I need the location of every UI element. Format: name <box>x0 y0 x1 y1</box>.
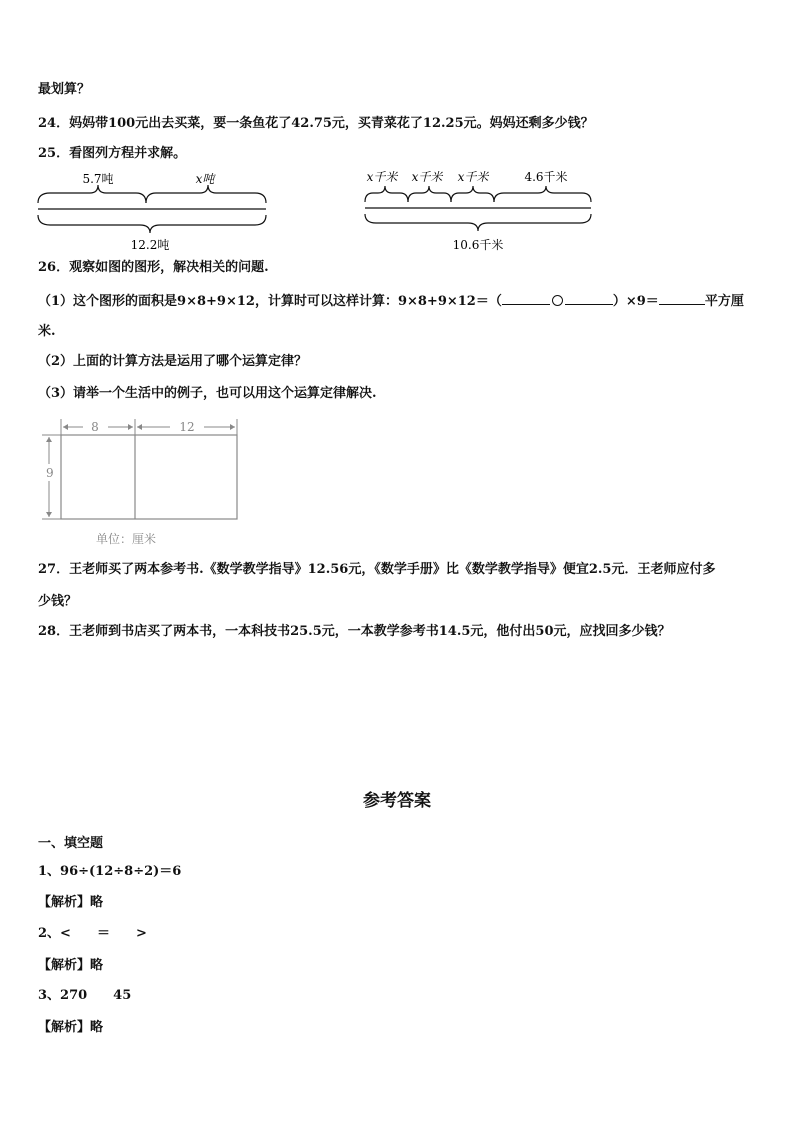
width-label-12: 12 <box>179 420 195 434</box>
answer-2: 2、< ＝ > <box>38 926 147 941</box>
right-total-label: 10.6千米 <box>452 238 504 252</box>
right-seg4-label: 4.6千米 <box>524 170 568 184</box>
answer-1-note: 【解析】略 <box>38 895 104 910</box>
left-brace-bottom <box>38 215 266 233</box>
answer-blank-3[interactable] <box>659 292 705 305</box>
question-26-part3: （3）请举一个生活中的例子，也可以用这个运算定律解决. <box>38 386 377 401</box>
question-28: 28．王老师到书店买了两本书，一本科技书25.5元，一本教学参考书14.5元，他付出50元，应找回多少钱？ <box>38 624 671 639</box>
answer-2-note: 【解析】略 <box>38 958 104 973</box>
answers-section-heading: 一、填空题 <box>38 836 104 851</box>
left-seg2-label: x吨 <box>195 172 215 186</box>
right-brace-bottom <box>365 214 591 231</box>
right-brace-top-4 <box>494 186 591 202</box>
left-seg1-label: 5.7吨 <box>82 172 114 186</box>
right-seg1-label: x千米 <box>366 170 398 184</box>
question-25: 25．看图列方程并求解。 <box>38 146 187 161</box>
q26-p1-prefix: （1）这个图形的面积是9×8+9×12，计算时可以这样计算：9×8+9×12＝（ <box>38 294 502 309</box>
left-brace-diagram <box>30 165 280 255</box>
right-brace-diagram <box>356 162 606 254</box>
right-seg2-label: x千米 <box>411 170 443 184</box>
right-brace-top-3 <box>451 186 494 202</box>
rectangle-figure <box>38 414 248 548</box>
answer-3-note: 【解析】略 <box>38 1020 104 1035</box>
answer-1: 1、96÷(12÷8÷2)＝6 <box>38 864 182 879</box>
height-label-9: 9 <box>46 466 54 480</box>
question-24: 24．妈妈带100元出去买菜，要一条鱼花了42.75元，买青菜花了12.25元。妈妈还剩多少钱？ <box>38 116 594 131</box>
question-26-part1 <box>38 292 744 310</box>
right-brace-top-1 <box>365 186 408 202</box>
left-brace-top-1 <box>38 185 146 203</box>
unit-label: 单位：厘米 <box>96 532 157 546</box>
operator-circle[interactable] <box>552 295 563 306</box>
answer-blank-2[interactable] <box>565 292 613 305</box>
left-total-label: 12.2吨 <box>130 238 170 252</box>
answer-3: 3、270 45 <box>38 988 132 1003</box>
left-brace-top-2 <box>146 185 266 203</box>
q26-p1-wrap: 米. <box>38 324 56 339</box>
q26-p1-unit: 平方厘 <box>704 294 744 309</box>
outer-rectangle <box>61 435 237 519</box>
question-27-line2: 少钱？ <box>38 594 78 609</box>
right-seg3-label: x千米 <box>457 170 489 184</box>
question-26-part2: （2）上面的计算方法是运用了哪个运算定律？ <box>38 354 308 369</box>
right-brace-top-2 <box>408 186 451 202</box>
answer-blank-1[interactable] <box>502 292 550 305</box>
answers-title: 参考答案 <box>363 791 431 811</box>
q23-tail: 最划算？ <box>38 82 91 97</box>
q26-p1-suffix: ）×9＝ <box>612 294 659 309</box>
question-26-intro: 26．观察如图的图形，解决相关的问题. <box>38 260 269 275</box>
width-label-8: 8 <box>91 420 99 434</box>
question-27-line1: 27．王老师买了两本参考书.《数学教学指导》12.56元，《数学手册》比《数学教学指导》便宜2.5元．王老师应付多 <box>38 562 716 577</box>
